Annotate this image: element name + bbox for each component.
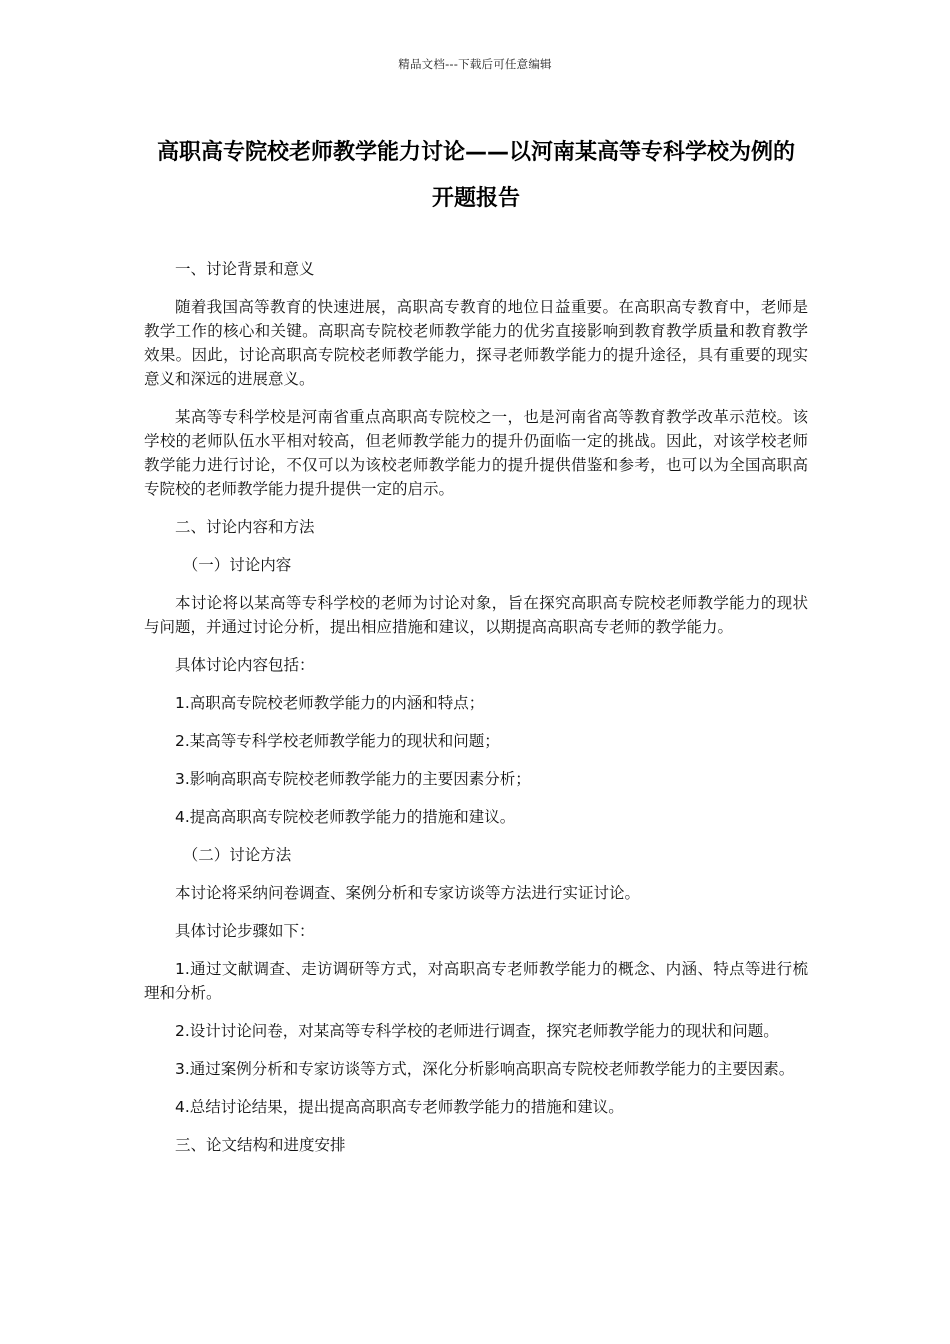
steps-list-item: 3.通过案例分析和专家访谈等方式，深化分析影响高职高专院校老师教学能力的主要因素。 — [175, 1060, 795, 1078]
paragraph-research-content: 本讨论将以某高等专科学校的老师为讨论对象，旨在探究高职高专院校老师教学能力的现状与问题，并通过讨论分析，提出相应措施和建议，以期提高高职高专老师的教学能力。 — [144, 594, 808, 636]
paragraph-research-method: 本讨论将采纳问卷调查、案例分析和专家访谈等方法进行实证讨论。 — [175, 884, 641, 902]
section-heading-background: 一、讨论背景和意义 — [175, 260, 315, 278]
document-title: 高职高专院校老师教学能力讨论——以河南某高等专科学校为例的开题报告 — [156, 140, 795, 211]
steps-list-intro: 具体讨论步骤如下： — [175, 922, 315, 940]
content-list-item: 4.提高高职高专院校老师教学能力的措施和建议。 — [175, 808, 516, 826]
section-heading-content-method: 二、讨论内容和方法 — [175, 518, 315, 536]
subheading-research-content: （一）讨论内容 — [182, 556, 292, 574]
paragraph-background-1: 随着我国高等教育的快速进展，高职高专教育的地位日益重要。在高职高专教育中，老师是教学工作的核心和关键。高职高专院校老师教学能力的优劣直接影响到教育教学质量和教育教学效果。因此，讨论高职高专院校老师教学能力，探寻老师教学能力的提升途径，具有重要的现实意义和深远的进展意义。 — [144, 298, 808, 388]
content-list-item: 2.某高等专科学校老师教学能力的现状和问题； — [175, 732, 500, 750]
subheading-research-method: （二）讨论方法 — [182, 846, 292, 864]
document-body — [144, 257, 808, 1171]
paragraph-background-2: 某高等专科学校是河南省重点高职高专院校之一，也是河南省高等教育教学改革示范校。该学校的老师队伍水平相对较高，但老师教学能力的提升仍面临一定的挑战。因此，对该学校老师教学能力进行讨论，不仅可以为该校老师教学能力的提升提供借鉴和参考，也可以为全国高职高专院校的老师教学能力提升提供一定的启示。 — [144, 408, 808, 498]
content-list-intro: 具体讨论内容包括： — [175, 656, 315, 674]
header-note: 精品文档---下载后可任意编辑 — [398, 57, 552, 71]
steps-list-item: 4.总结讨论结果，提出提高高职高专老师教学能力的措施和建议。 — [175, 1098, 624, 1116]
steps-list-item: 2.设计讨论问卷，对某高等专科学校的老师进行调查，探究老师教学能力的现状和问题。 — [175, 1022, 779, 1040]
steps-list-item: 1.通过文献调查、走访调研等方式，对高职高专老师教学能力的概念、内涵、特点等进行梳理和分析。 — [144, 960, 808, 1002]
content-list-item: 1.高职高专院校老师教学能力的内涵和特点； — [175, 694, 485, 712]
section-heading-structure-schedule: 三、论文结构和进度安排 — [175, 1136, 346, 1154]
content-list-item: 3.影响高职高专院校老师教学能力的主要因素分析； — [175, 770, 531, 788]
